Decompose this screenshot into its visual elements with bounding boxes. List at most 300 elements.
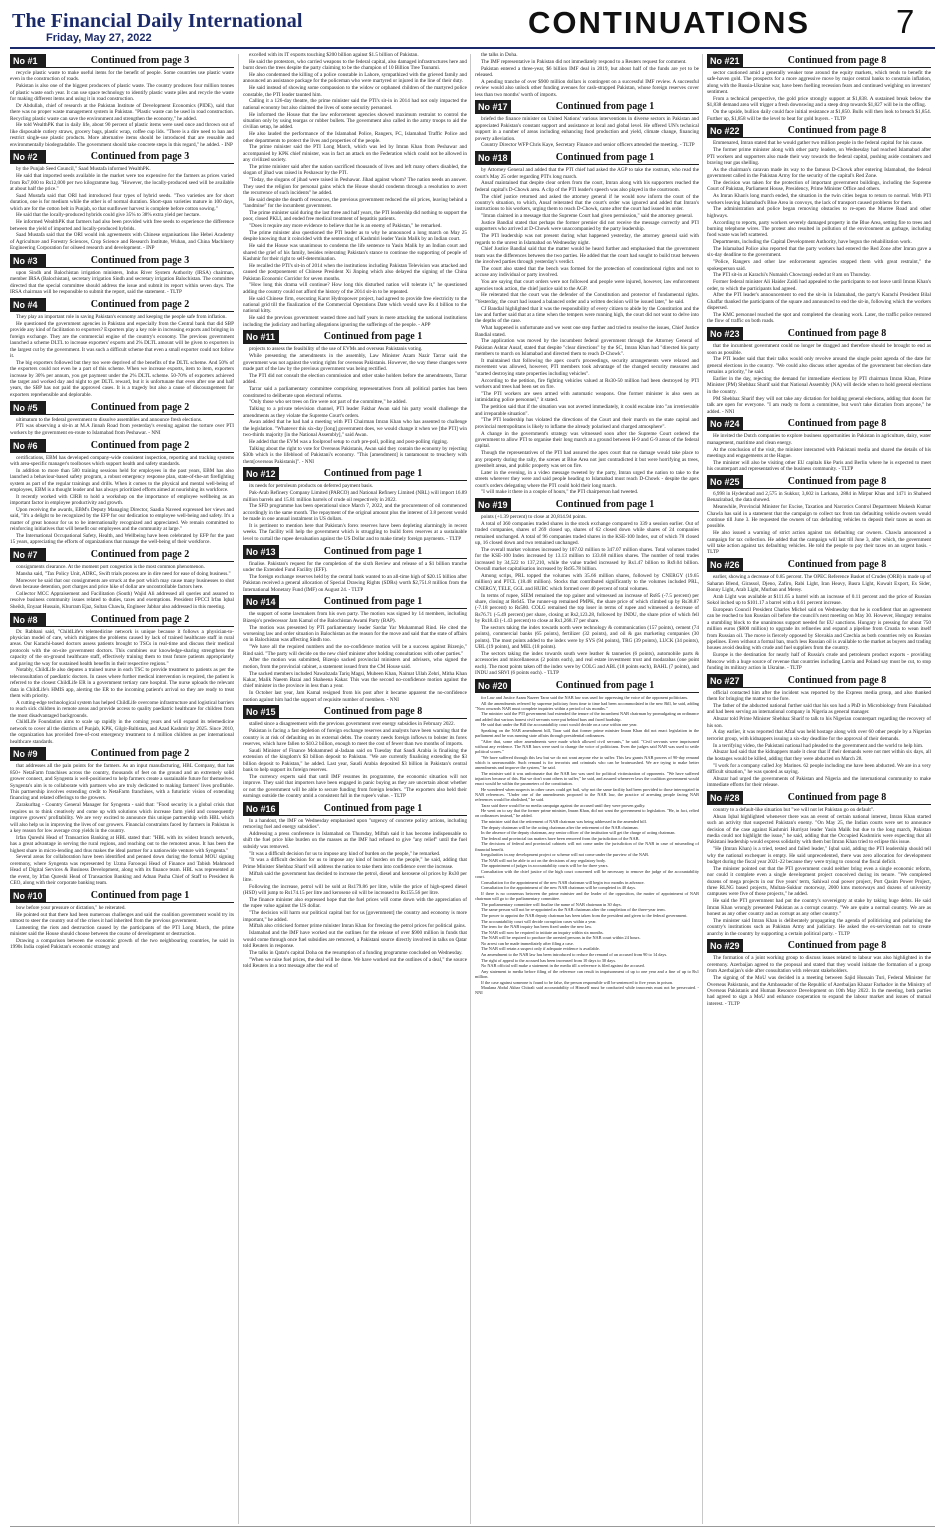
story-paragraph: You are saying that court orders were not followed and people were injured, however, law enforcement agencies took action, the chief justice said to the AGP.	[475, 279, 699, 292]
story-paragraph: The minister will also be visiting other EU capitals like Paris and Berlin where he is expected to meet his counterpart and representatives of the business community. - TLTP	[707, 459, 931, 473]
story-paragraph: The foreign exchange reserves held by the central bank wanted to an all-time high of $20.15 billion after Pakistan received a general allocation of Special Drawing Rights (SDRs) worth $2,751.8 million from the International Monetary Fund (IMF) on August 24. - TLTP	[243, 573, 467, 593]
story-paragraph: The NAB will be required to produce the arrested persons in the NAB court within 24 hours.	[481, 935, 641, 941]
story-header	[10, 889, 234, 903]
story-paragraph: He said the PTI government had put the country's sovereignty at stake by taking huge debts. He said Imran Khan wrongly presented Pakistan as a corrupt country. "We are quite a normal country. We are as honest as any other country and as corrupt as any other country."	[707, 898, 931, 918]
story-paragraph: Lamenting the riots and destruction caused by the participants of the PTI Long March, the prime minister said the House should choose between the course of development or destruction.	[10, 924, 234, 938]
story-number-badge: No #23	[707, 327, 743, 341]
story	[707, 122, 931, 325]
story-paragraph: Drawing a comparison between the economic growth of the two neighbouring countries, he said in 1990s India copied Pakistan's economic strategy and	[10, 937, 234, 951]
story-paragraph: Consultation for the appointment of the new NAB chairman will be completed in 40 days.	[481, 885, 637, 891]
story-paragraph: Consultation with the chief justice of the high court concerned will be necessary to remove the judge of the accountability court.	[475, 868, 699, 880]
story-body	[475, 116, 699, 149]
story-number-badge: No #17	[475, 100, 511, 114]
story-paragraph: The finance minister also expressed hope that the fuel prices will come down with the appreciation of the rupee value against the US dollar.	[243, 897, 467, 910]
story-body	[707, 343, 931, 415]
story-header	[707, 54, 931, 68]
story-paragraph: A change in the government's strategy was witnessed soon after the Supreme Court ordered the government to allow PTI to organise their long march at a ground between H-9 and G-9 areas of the federal capital.	[475, 430, 699, 450]
story	[475, 496, 699, 677]
continued-from-label: Continued from page 2	[46, 548, 234, 562]
story-paragraph: points (+1.39 percent) to close at 20,814.94 points.	[481, 514, 587, 521]
story-paragraph: He recalled the PTI's sit-in of 2014 when the institutions including Pakistan Television was attacked and caused the postponement of Chinese President Xi Jinping which also delayed the signing of the China Pakistan Economic Corridor for seven months.	[243, 262, 467, 282]
footer-rule	[10, 1526, 935, 1527]
story	[243, 800, 467, 970]
story-paragraph: He reiterated that the court was the defender of the Constitution and protector of fundamental rights. "Yesterday, the court had issued a balanced order and a written decision will be issued later," he said.	[475, 292, 699, 305]
story-paragraph: In a terrifying video, the Pakistani national had pleaded to the government and the world to help him.	[713, 742, 924, 749]
story	[707, 789, 931, 937]
story-paragraph: Following the increase, petrol will be sold at Rs179.86 per litre, while the price of high-speed diesel (HSD) will jump to Rs174.15 per litre and kerosene oil will be increased to Rs155.56 per litre.	[243, 883, 467, 897]
story-body	[243, 561, 467, 594]
column-2	[243, 52, 467, 1524]
continued-from-label: Continued from page 8	[743, 475, 931, 489]
story-paragraph: Chief Justice Bandial said that the matter would be heard further and emphasised that the government team was the differences between the two parties. He added that the court had sought to build trust between the involved parties through yesterday's verdict.	[475, 246, 699, 266]
story-body	[475, 695, 699, 996]
story-paragraph: PTI was observing a sit-in at M.A Jinnah Road from yesterday's evening against the torture over PTI workers by the government en-route to Islamabad from Peshawar. - NNI	[10, 423, 234, 436]
story-paragraph: He also condemned the killing of a police constable in Lahore, sympathized with the grieved family and announced an assistance package for the policeman who were martyred or injured in the line of their duty.	[243, 72, 467, 85]
story-paragraph: The minister said that the retirement of NAB chairman was being addressed in the amended bill.	[481, 818, 647, 824]
story-paragraph: Justice Bandial stated that perhaps the former premier did not receive the message correctly and PTI supporters who arrived at D-Chowk were unaccompanied by the party leadership.	[475, 220, 699, 233]
story-paragraph: Pakistan is facing a fast depletion of foreign exchange reserves and analysts have been warning that the country is at risk of defaulting on its external debts. The country needs foreign inflows to bolster its forex reserves, which have fallen to $10.2 billion, enough to meet the cost of fewer than two months of imports.	[243, 728, 467, 747]
story-number-badge: No #27	[707, 674, 743, 688]
story-paragraph: Pakistan entered a three-year, $6 billion IMF deal in 2019, but about half of the funds are yet to be released.	[475, 65, 699, 78]
story-paragraph: It is pertinent to mention here that Pakistan's forex reserves have been depleting alarmingly in recent weeks. The facility will help the government which is struggling to build forex reserves at a sustainable level to curtail the rupee devaluation against the US Dollar and to make timely foreign payments. - TLTP	[243, 522, 467, 542]
story-paragraph: Ahsan Iqbal highlighted whenever there was an event of certain national interest, Imran Khan started such an activity that suspected Pakistan's enemy. "On May 25, the Indian courts were set to announce decision of the case against Kashmiri Hurriyat leader Yasin Malik but due to the long march, Pakistan media could not highlight the issue," he said, adding that the Occupied Kashmiris were expecting that all Pakistani leadership would express solidarity with them but Imran Khan tried to eclipse this issue.	[707, 813, 931, 846]
continued-from-label: Continued from page 1	[279, 802, 467, 816]
continued-from-label: Continued from page 1	[279, 467, 467, 481]
story-paragraph: He said the previous government wasted three and half years in mere attacking the national institutions including the judiciary and hurling allegations ignoring the sufferings of the people. - APP	[243, 315, 467, 328]
continued-from-label: Continued from page 1	[511, 100, 699, 114]
story-paragraph: "How long this drama will continue? How long this disturbed nation will tolerate it," he questioned adding the country could not afford the history of the 2014 sit-in to be repeated.	[243, 282, 467, 295]
story-body	[243, 818, 467, 970]
story-number-badge: No #29	[707, 939, 743, 953]
story-body	[10, 455, 234, 547]
story-paragraph: European Council President Charles Michel said on Wednesday that he is confident that an agreement can be reached to ban Russian oil before the council's next meeting on May 30. However, Hungary remains a stumbling block to the unanimous support needed for EU sanctions. Hungary is pressing for about 750 million euros ($800 million) to upgrade its refineries and expand a pipeline from Croatia to wean itself from Russian oil. The move is fiercely opposed by Slovakia and Czechia as both countries rely on Russian pipelines. Even without a formal ban, much less Russian oil is available to the market as buyers and trading houses avoid dealing with crude and fuel suppliers from the country.	[707, 606, 931, 652]
story-header	[243, 330, 467, 344]
story	[243, 328, 467, 465]
story-paragraph: While presenting the amendments in the assembly, Law Minister Azam Nazir Tarrar said the government was not against the voting rights for overseas Pakistanis. However, the way these changes were made part of the law by the previous government was being rectified.	[243, 353, 467, 373]
story-paragraph: According to reports, party workers severely damaged property in the Blue Area, setting fire to trees and burning telephone wires. The protest also resulted in pollution of the environment as garbage, including food waste was left scattered.	[707, 219, 931, 239]
story-paragraph: The International Occupational Safety, Health, and Wellbeing have been celebrated by EFP for the past 15 years, appreciating the efforts of organizations that manage the well-being of their workforce.	[10, 532, 234, 546]
story-paragraph: "Does it require any more evidence to believe that he is an enemy of Pakistan," he remarked.	[249, 223, 442, 230]
story-paragraph: "When we raise fuel prices, the deal will be done. We have worked out the outlines of a deal," the source told Reuters in a text message after the end of	[243, 956, 467, 970]
story	[10, 296, 234, 398]
story-paragraph: Irfan Qureshi Head of Transaction Banking at HBL stated that: "HBL with its widest branch network, has a great advantage in serving the rural regions, and reaching out to the remotest areas. It has been the highest share in micro-lending and thus makes the ideal partner for a nationwide venture with Syngenta."	[10, 834, 234, 854]
story	[243, 465, 467, 542]
story-header	[707, 939, 931, 953]
story-paragraph: The overall market volumes increased by 107.02 million to 347.07 million shares. Total volumes traded for the KSE-100 Index increased by 13.13 million to 133.68 million shares. The number of total trades increased by 34,522 to 137,210, while the value traded increased by Rs1.47 billion to Rs9.04 billion. Overall market capitalisation increased by Rs95.78 billion.	[475, 546, 699, 573]
story-header	[707, 327, 931, 341]
story-paragraph: Abuzar told Prime Minister Shehbaz Sharif to talk to his Nigerian counterpart regarding the recovery of his son.	[707, 716, 931, 729]
story-paragraph: After the PTI leader's announcement to end the sit-in in Islamabad, the party's Karachi President Bilal Ghaffar thanked the participants of the square and announced to end the sit-in, following which the workers dispersed.	[707, 292, 931, 312]
story-paragraph: The term for the NAB inquiry has been fixed under the new law.	[481, 924, 593, 930]
story-paragraph: Among scrips, PRL topped the volumes with 35.66 million shares, followed by CNERGY (19.65 million) and PTCL (18.48 million). Stocks that contributed significantly to the volumes included PRL, CNERGY, TELE, GGL and HUBC which formed over 40 percent of total volumes.	[475, 572, 699, 592]
story-paragraph: "After that, some other amendments were made which allowed civil servants," he said. "Civil servants were imprisoned without any evidence. The NAB laws were used to change the voice of politicians. Even the judges said NAB was used to settle political scores."	[475, 738, 699, 754]
story-paragraph: its needs for petroleum products on deferred payment basis.	[249, 483, 374, 490]
story	[10, 745, 234, 886]
story-paragraph: The petition said that if the situation was not averted immediately, it could escalate into "an irretrievable and irreparable situation".	[475, 404, 699, 417]
story-body	[10, 629, 234, 746]
story-paragraph: Pakistan is also one of the biggest producers of plastic waste. The country produces four million tonnes of plastic waste each year. It can use space technology to identify plastic waste piles and recycle the waste for making different items and using it in road construction.	[10, 83, 234, 103]
continued-from-label: Continued from page 1	[279, 595, 467, 609]
story-paragraph: Speaking on the NAB amendment bill, Tarar said that former prime minister Imran Khan did not enact legislation in the parliament and he was running state affairs through presidential ordinances.	[475, 727, 699, 738]
story-paragraph: Upon receiving the awards, EBM's Deputy Managing Director, Saadia Naveed expressed her views and said, "It's a delight to be recognized by the EFP for our dedication to employee well-being and safety. It's a matter of great honour for us to be internationally recognized and appreciated. We remain committed to reinforcing initiatives that will benefit our employees and the community at large."	[10, 506, 234, 533]
story-paragraph: The parliamentary committee will finalise the name of NAB chairman in 30 days.	[481, 901, 622, 907]
story-body	[10, 763, 234, 886]
story-body	[707, 70, 931, 122]
story-header	[10, 298, 234, 312]
story-paragraph: Zarakurltag - Country General Manager for Syngenta - said that: "Food security is a global crisis that requires us to think creatively and come up with solutions which increase farm yield and consequently improve growers' profitability. We are very excited to announce this unique partnership with HBL which will also help us in improving the lives of our growers. Financial constraints faced by farmers in Pakistan is a key reason for low average crop yields in the country.	[10, 802, 234, 834]
continued-from-label: Continued from page 2	[46, 747, 234, 761]
story-paragraph: On the upside, bullion daily could face initial resistance at $1,850. Bulls will then look to breach $1,854. Further up, $1,858 will be the level to beat for gold buyers. - TLTP	[707, 109, 931, 122]
story-paragraph: Saad Mustafa said that the ORI would ink agreements with Chinese organisations like Hebei Academy of Agriculture and Forestry Sciences, Crop Science and Research Institute, Wuhan, and China Machinery Engineering Corporation for oilseed research and development. - INP	[10, 232, 234, 252]
story-paragraph: The minister said Imran Khan is deliberately propagating the agenda of politicising and polarising the country's institutions such as Pakistan Army and judiciary. He asked the ex-serviceman not to create anarchy in the country by supporting a certain political party. - TLTP	[707, 917, 931, 937]
story-paragraph: Departments, including the Capital Development Authority, have begun the rehabilitation work.	[713, 239, 912, 246]
story	[10, 399, 234, 437]
story	[475, 98, 699, 149]
story-paragraph: "We have suffered through this law but we do not want anyone else to suffer. This law grants NAB powers of 90-day remand which is unreasonable. Such remand is for terrorists and criminals who can be brainwashed. We are trying to make better amendments and improve the system," he said.	[475, 754, 699, 770]
story-paragraph: Abuzar had urged the governments of Pakistan and Nigeria and the international community to make immediate efforts for their release.	[707, 775, 931, 789]
story-paragraph: 6,998 in Hyderabad and 2,575 in Sukkur, 3,602 in Larkana, 2884 in Mirpur Khas and 1471 in Shaheed Benazirabad, the data showed.	[707, 490, 931, 504]
story-paragraph: that addresses all the pain points for the farmers. As an input manufacturing, HBL Company, that has 850+ NetaFarm franchises across the country, thousands of feet on the ground and an extremely solid grower connect, and Syngenta is well-positioned to help farmers create a sustainable future for themselves. Syngenta's aim is to collaborate with partners who are truly dedicated to making farmers' lives profitable. This partnership involves extending credit to NetaFarm franchises, with a futuristic vision of extending financing and related offerings to the growers.	[10, 763, 234, 802]
story-header	[243, 802, 467, 816]
story-paragraph: "The decision will harm our political capital but for us [government] the country and economy is more important," he added.	[243, 910, 467, 923]
story-paragraph: official contacted him after the incident was reported by the Express media group, and also thanked them for bringing the matter to the fore.	[707, 689, 931, 703]
story-body	[10, 270, 234, 296]
story-paragraph: Arab Light was available at $111.65 a barrel with an increase of 0.11 percent and the price of Russian Sokol inched up to $101.17 a barrel with a 0.61 percent increase.	[707, 593, 931, 607]
story-paragraph: The court also stated that the bench was formed for the protection of constitutional rights and not to accuse any individual or party involved.	[475, 266, 699, 279]
story-number-badge: No #4	[10, 298, 46, 312]
story-paragraph: The signing of the MoU was decided in a meeting between Sajid Hussain Turi, Federal Minister for Overseas Pakistanis, and the Ambassador of the Republic of Azerbaijan Khazar Farhadov in the Ministry of Overseas Pakistanis and Human Resource Development on 10th May 2022. In the meeting, both parties had agreed to sign a MoU and enhance cooperation to expand the labour market and issues of mutual interest. - TLTP	[707, 975, 931, 1007]
story-paragraph: The decisions of federal and provincial cabinets will not come under the jurisdiction of the NAB in case of misreading of financial benefit.	[475, 841, 699, 852]
page-number: 7	[896, 3, 915, 40]
story	[243, 543, 467, 594]
story-number-badge: No #3	[10, 254, 46, 268]
story-paragraph: It recently worked with CIRB to hold a workshop on the importance of employee wellbeing as an important factor in employee productivity and growth.	[10, 493, 234, 507]
story-header	[475, 498, 699, 512]
story-paragraph: Abuzar had said that the kidnappers made it clear that if their demands were not met within six days, all the hostages would be killed, adding that they were abducted on March 28.	[707, 749, 931, 762]
story-paragraph: He pointed out that there had been numerous challenges and said the coalition government would try its utmost to steer the country out of the crises it had inherited from the previous government.	[10, 911, 234, 924]
story-paragraph: The big exporters followed but they too were deprived of the benefits of the DLTL scheme. And 50% of the exporters could not even be a part of this scheme. When we increase exports, item to item, exporters increase by 30% per annum, you get payment under the 2% DLTL scheme. 50-70% of exporters achieved the target and worked day and night to get DLTL reward, but it is unfortunate that even after one and half years, the SBP has not paid the approved cases. It is a tragedy but also a cause of discouragement for exporters reprehensible and deplorable.	[10, 359, 234, 398]
story-paragraph: by Attorney General and added that the PTI chief had asked the AGP to take the rostrum, who read the court's May 25 order regarding PTI's long march.	[475, 167, 699, 180]
story-paragraph: "The PTI workers are seen armed with automatic weapons. One former minister is also seen as intimidating police personnel," it stated.	[475, 390, 699, 404]
story-number-badge: No #14	[243, 595, 279, 609]
story-paragraph: briefed the finance minister on United Nations' various interventions in diverse sectors in Pakistan and appreciated Pakistan's constant support and assistance at local and global level. He offered UN's technical support in a number of areas including enhancing food production and yield, climate change, financing poverty alleviation.	[475, 116, 699, 142]
story-paragraph: The prime minister said after the nation sacrificed thousands of lives and left many others disabled, the slogan of jihad was raised in Peshawar by the PTI.	[243, 164, 467, 177]
story-number-badge: No #15	[243, 705, 279, 719]
continued-from-label: Continued from page 8	[743, 674, 931, 688]
continued-from-label: Continued from page 8	[743, 124, 931, 138]
story-paragraph: The PTI sit-in at Karachi's Numaish Chowrangi ended at 8 am on Thursday.	[713, 272, 871, 279]
story-paragraph: stalled since a disagreement with the previous government over energy subsidies in February 2022.	[249, 721, 455, 728]
story-header	[243, 467, 467, 481]
continued-from-label: Continued from page 2	[46, 613, 234, 627]
story-paragraph: In addition to more than 580 training sessions held for employees in the past years, EBM has also launched a behaviour-based safety program, a robust emergency response plan, state-of-the-art firefighting system as part of the regular trainings and drills. When it comes to the physical and mental well-being of employees, EBM is a thought leader and has always prioritized efforts aimed at nourishing its workforce.	[10, 467, 234, 493]
story-paragraph: Addressing a press conference in Islamabad on Thursday, Miftah said it has become indispensable to shift the fuel price hike burden on the masses as the IMF had refused to give "any relief" until the fuel subsidy was removed.	[243, 831, 467, 850]
story-paragraph: "It was a difficult decision for us to impose any kind of burden on the people," he remarked.	[249, 850, 441, 857]
story-paragraph: In the absence of the deputy chairman, any senior officer of the institution will get the charge of acting chairman.	[481, 830, 676, 836]
story-paragraph: Earlier in the day, rejecting the demand for immediate elections by PTI chairman Imran Khan, Prime Minister (PM) Shehbaz Sharif said that National Assembly (NA) will decide when to hold general elections in the country.	[707, 376, 931, 395]
continued-from-label: Continued from page 8	[743, 791, 931, 805]
newspaper-title: The Financial Daily International	[12, 10, 303, 32]
story-paragraph: Tarrar said a parliamentary committee comprising representatives from all political parties has been constituted to deliberate upon electoral reforms.	[243, 386, 467, 399]
story-paragraph: The chief justice returned and asked the attorney general if he would now inform the court of the country's situation, to which, Ansaf reiterated that the court's order was ignored and added that Imran's instructions to his workers, urging them to reach D-Chowk, came after the court had issued its order.	[475, 193, 699, 213]
story-body	[707, 574, 931, 672]
story-paragraph: In October last year, Jam Kamal resigned from his post after it became apparent the no-confidence motion against him had the support of requisite number of members. - NNI	[243, 690, 467, 703]
story-paragraph: The same person will not be re-appointed as the NAB chairman after the completion of the three-year term.	[481, 907, 666, 913]
story-number-badge: No #20	[475, 679, 511, 693]
story-paragraph: "He (Imran Khan) is a tried, tested and failed leader," Iqbal said, adding the PTI leadership should tell why the national exchequer is empty. He said unprecedented, there was zero allocation for development budget during the fiscal year 2021-22 because they were trying to conceal the fiscal deficit.	[707, 846, 931, 866]
story-body	[243, 611, 467, 703]
story-body	[475, 167, 699, 496]
story-paragraph: Meanwhile, Provincial Minister for Excise, Taxation and Narcotics Control Department Mukesh Kumar Chawla has said in a statement that the campaign to collect tax from tax defaulting vehicle owners would continue till June 3. He requested the owners of tax defaulting vehicles to deposit their taxes as soon as possible.	[707, 504, 931, 530]
story-paragraph: projects to assess the feasibility of the use of EVMs and overseas Pakistanis voting.	[249, 346, 423, 353]
story-paragraph: If the case against someone is found to be false, the person responsible will be sentenced to five years in prison.	[481, 979, 674, 985]
story	[707, 672, 931, 789]
story	[707, 556, 931, 672]
story-header	[10, 439, 234, 453]
story-number-badge: No #12	[243, 467, 279, 481]
story-paragraph: "Today, the slogans of jihad were raised in Peshawar. Jihad against whom? The nation needs an answer. They used the religion for personal gains which the House should condemn through a resolution to avert the recurrence of such incidents" he added.	[243, 177, 467, 197]
story-paragraph: PM Shehbaz Sharif they will not take any dictation for holding general elections, adding that doors for talk are open for everyone. "I am ready to form a committee, but won't take dictation from anyone," he added. - NNI	[707, 395, 931, 415]
story-header	[10, 548, 234, 562]
story-paragraph: Miftah said the government has decided to increase the petrol, diesel and kerosene oil prices by Rs30 per litre.	[243, 870, 467, 884]
story	[243, 52, 467, 328]
story-paragraph: The application was moved by the incumbent federal government through the Attorney General of Pakistan Ashtar Ausaf, stated that despite "clear directions" by the SC, Imran Khan had "directed his party members to march on Islamabad and directed them to reach D-Chowk".	[475, 338, 699, 358]
story-paragraph: All the amendments referred by supreme judiciary from time to time had been accommodated in the new Bill, he said, adding "Now onwards NAB must complete inquiries within a period of six months."	[475, 700, 699, 711]
story-paragraph: "The PTI leadership has violated the directions of the Court and their march on the state capital and provincial metropolitans is likely to inflame the already polarised and charged atmosphere".	[475, 417, 699, 430]
story-header	[10, 747, 234, 761]
story-paragraph: The power to appoint the NAB deputy chairman has been taken from the president and given to the federal government.	[481, 912, 688, 918]
story-paragraph: The right of appeal to the accused has been increased from 10 days to 30 days.	[481, 957, 617, 963]
story-header	[10, 613, 234, 627]
story-paragraph: Mansha said, "Tax Policy Unit, ADRC, Swift trials process are in dire need for ease of doing business."	[16, 570, 231, 577]
story-paragraph: The motion was presented by PTI parliamentary leader Sardar Yar Muhammad Rind. He cited the worsening law and order situation in Balochistan as the reason for the move and said that the state of affairs on in Balochistan was affecting Sindh too.	[243, 624, 467, 644]
story-paragraph: The accountability court will decide corruption cases within a year.	[481, 918, 597, 924]
story-paragraph: "Police, Rangers and other law enforcement agencies stopped them with great restraint," the spokesperson said.	[707, 259, 931, 272]
story-body	[243, 483, 467, 542]
story-header	[475, 151, 699, 165]
story-paragraph: A day earlier, it was reported that Afzal was held hostage along with over 60 other people by a Nigerian terrorist group, with kidnappers issuing a six-day deadline for the approval of their demands.	[707, 729, 931, 742]
column-divider	[238, 54, 239, 1524]
story-paragraph: Former federal minister Ali Haider Zaidi had appealed to the participants to not leave until Imran Khan's order, to which the participants had agreed.	[707, 279, 931, 292]
story-body	[707, 433, 931, 473]
story-paragraph: Notably, ChildLife also deputes a trained nurse in each TSC to provide treatment to patients as per the teleconsultation of paediatric doctors. In cases where further medical intervention is required, the patient is referred to the closest ChildLife ER in a government tertiary care hospital. The nurse uploads the relevant data in ChildLife's HMIS app, alerting the ER to the incoming patient's arrival so they are ready to treat them with priority.	[10, 667, 234, 700]
story-paragraph: Several areas for collaboration have been identified and penned down during the formal MOU signing ceremony, where Syngenta was represented by Uzma Farooqui Head of Finance and Tabish Mahmood Head of Digital Services & Business Development, along with its finance team. HBL was represented at the event, by Irfan Qureshi Head of Transaction Banking and Adnan Pasha Chief of Staff to President & CEO, along with their corporate banking team.	[10, 854, 234, 886]
continued-from-label: Continued from page 1	[46, 889, 234, 903]
story-paragraph: Islamabad and the IMF have worked out the outlines for the release of over $900 million in funds that would come through once fuel subsidies are removed, a Pakistani source directly involved in talks on Qatar told Reuters in response.	[243, 930, 467, 950]
story-header	[243, 545, 467, 559]
story-paragraph: What happened is unfortunate and we went one step further and tried to resolve the issues, Chief Justice Bandial stated.	[475, 325, 699, 338]
story-paragraph: He said that imported seeds available in the market were too expensive for the farmers as prices varied from Rs7,000 to Rs12,000 per two kilogramme bag. "However, the locally-produced seed will be available at about half the price."	[10, 173, 234, 193]
story	[10, 52, 234, 148]
story	[707, 52, 931, 122]
story-paragraph: Dr. Rabbani said, "ChildLife's telemedicine network is unique because it follows a physician-to-physician model of care, which mitigates the problems caused by lack of trained healthcare staff in rural areas. Our Karachi-based doctors assess patients brought to TSCs in real-time and discuss their medical protocols with the on-site government doctors. This combines our knowledge-sharing strengthens the capacity of the on-ground healthcare staff, effectively training them to treat future patients appropriately and paving the way for sustained health benefits in their respective regions."	[10, 628, 234, 667]
story-paragraph: He said the protestors, who carried weapons to the federal capital, also damaged infrastructures here and burnt down the trees despite the party claiming to be the champion of 10 Billion Tree Tsunami.	[243, 58, 467, 72]
story-paragraph: According to the petition, fire fighting vehicles valued at Rs30-50 million had been destroyed by PTI workers and trees had been set on fire.	[475, 377, 699, 391]
story-paragraph: In a handout, the IMF on Wednesday emphasised upon "urgency of concrete policy actions, including removing fuel and energy subsidies".	[243, 817, 467, 831]
story-paragraph: Consultation for the appointment of the new NAB chairman will begin two months in advance.	[481, 879, 645, 885]
story-paragraph: upon Sindh and Balochistan irrigation ministers, Indus River System Authority (IRSA) chairman, member IRSA (Balochistan), secretary irrigation Sindh and secretary irrigation Balochistan. The committee directed that the special committee should address the issue and submit its report within seven days. The IRSA chairman will be responsible to submit the report, said the statement. - TLTP	[10, 270, 234, 296]
story-paragraph: Irregularities in any development project or scheme will not come under the purview of the NAB.	[481, 852, 650, 858]
story	[243, 593, 467, 703]
story-paragraph: The talks in Qatar's capital Doha on the resumption of a funding programme concluded on Wednesday.	[249, 949, 463, 956]
story-paragraph: The former prime minister along with other party leaders, on Wednesday had reached Islamabad after PTI workers and supporters also made their way towards the federal capital, pushing aside containers and braving tear gas shelling.	[707, 147, 931, 167]
story-paragraph: The prime minister said during the last three and half years, the PTI leadership did nothing to support the poor, closed PKLI, and ended free medical treatment of hepatitis patients.	[243, 210, 467, 223]
continued-from-label: Continued from page 8	[743, 939, 931, 953]
continued-from-label: Continued from page 1	[511, 679, 699, 693]
story-paragraph: The father of the abducted national further said that his son had a PhD in Microbiology from Faisalabad and had been serving an international company in Nigeria as general manager.	[707, 703, 931, 716]
section-title: CONTINUATIONS	[528, 5, 811, 40]
story-paragraph: He informed the House that the law enforcement agencies showed maximum restraint to control the situation only by using teargas or rubber bullets. The government also called in the army troops to aid the civilian setup, he added.	[243, 111, 467, 131]
story-number-badge: No #13	[243, 545, 279, 559]
story-paragraph: ultimatum to the federal government to dissolve assemblies and announce fresh elections.	[16, 416, 203, 423]
story-paragraph: The minister said it was unfortunate that the NAB law was used for political victimization of opponents. "We have suffered injustices because of this. But we don't want others to suffer," he said, and assured whenever laws the coalition government would enact would be within the parameters of the constitution.	[475, 770, 699, 786]
story-paragraph: the support of some lawmakers from his own party. The motion was signed by 14 members, including Bizenjo's predecessor Jam Kamal of the Balochistan Awami Party (BAP).	[243, 611, 467, 624]
story-paragraph: In terms of rupee, SIEM remained the top gainer and witnessed an increase of Rs85 (-7.5 percent) per share, closing at Rs645. The runner-up remained PMPK, the share price of which climbed up by Rs38.87 (-7.18 percent) to Rs580. COLG remained the top loser in terms of rupee and witnessed a decrease of Rs76.71 (-5.49 percent) per share, closing at Rs2,123.28, followed by INDU, the share price of which fell by Rs18.43 (-1.43 percent) to close at Rs1,268.17 per share.	[475, 592, 699, 625]
story	[243, 703, 467, 799]
story-paragraph: Saudi Minister of Finance Mohammed al-Jadaan said on Tuesday that Saudi Arabia is finalising the extension of the kingdom's $3 billion deposit to Pakistan. "We are currently finalising extending the $3 billion deposit to Pakistan," he added. Last year, Saudi Arabia deposited $3 billion in Pakistan's central bank to help support its foreign reserves.	[243, 747, 467, 773]
story-paragraph: He also issued a warning of strict action against tax defaulting car owners. Chawla announced a campaign for tax collection. He added that the campaign will last till June 3, after which, the government will take action against tax defaulting vehicles. He told the people to pay their taxes on an urgent basis. - TLTP	[707, 530, 931, 556]
story-paragraph: If there is no consensus between the prime minister and the leader of the opposition, the matter of appointment of NAB chairman will go to the parliamentary committee.	[475, 890, 699, 902]
story-number-badge: No #9	[10, 747, 46, 761]
story-paragraph: He added that the EVM was a foolproof setup to curb pre-poll, polling and post-polling rigging.	[249, 438, 448, 445]
story	[475, 52, 699, 98]
continued-from-label: Continued from page 3	[46, 54, 234, 68]
story-number-badge: No #24	[707, 417, 743, 431]
story-paragraph: CJ Bandial highlighted that it was the responsibility of every citizen to abide by the Constitution and the law and further said that at a time when the tempers were running high, the court did not want to delve into the depths of the case.	[475, 305, 699, 325]
story-number-badge: No #18	[475, 151, 511, 165]
story-number-badge: No #19	[475, 498, 511, 512]
story-paragraph: recycle plastic waste to make useful items for the benefit of people. Some countries use plastic waste even in the construction of roads.	[10, 70, 234, 83]
story-paragraph: The appointment of judges in accountability courts will be for three years.	[481, 863, 609, 869]
story-body	[707, 807, 931, 937]
continued-from-label: Continued from page 8	[743, 327, 931, 341]
story-paragraph: He said that under the Bill the accountability court would decide on a case within one year.	[481, 722, 638, 728]
story-number-badge: No #16	[243, 802, 279, 816]
story-paragraph: "I work for a company called Joy Marines. 62 people including me have been abducted. We are in a very difficult situation," he was quoted as saying.	[707, 762, 931, 776]
continued-from-label: Continued from page 1	[279, 545, 467, 559]
story-paragraph: The prime minister said the PTI Long March, which was led by Imran Khan from Peshawar and accompanied by KPK chief minister, was in fact an attack on the Federation which could not be allowed in any civilized society.	[243, 144, 467, 164]
story-number-badge: No #7	[10, 548, 46, 562]
story	[475, 677, 699, 996]
story-paragraph: Europe is the destination for nearly half of Russia's crude and petroleum product exports - providing Moscow with a huge source of revenue that countries including Latvia and Poland say must be cut, to stop funding its military action in Ukraine. - TLTP	[707, 652, 931, 671]
story-paragraph: He wondered when suspects in other cases could get bail, why not the same facility had been provided to those interrogated in NAB references. "Under one of the amendments proposed to the NAB law, the practice of arresting people facing NAB references would be abolished," he said.	[475, 786, 699, 802]
story-paragraph: The prime minister also questioned the PTI leader as to why he announced a long march on May 25 despite knowing that it coincided with the sentencing of Kashmiri leader Yasin Malik by an Indian court.	[243, 230, 467, 243]
story-body	[707, 955, 931, 1007]
story-paragraph: The sectors taking the index towards north were technology & communication (157 points), cement (74 points), commercial banks (65 points), fertilizer (32 points), and oil & gas marketing companies (30 points). The most points added to the index were by SYS (94 points), TRG (39 points), LUCK (34 points), UBL (19 points), and MEL (18 points).	[475, 624, 699, 651]
story-paragraph: by the Punjab Seed Council," Saad Mustafa informed WealthPK.	[16, 166, 151, 173]
story-paragraph: The administration and police began removing obstacles to re-open the Murree Road and other highways.	[707, 206, 931, 219]
story	[707, 473, 931, 556]
story-body	[475, 514, 699, 677]
column-divider	[702, 54, 703, 1524]
continued-from-label: Continued from page 2	[46, 401, 234, 415]
story-paragraph: Moreover he said that our consignments are struck at the port which may cause many businesses to shut down because detention, port charges and price hike of dollar are uncontrollable factors here.	[10, 577, 234, 591]
story-number-badge: No #26	[707, 558, 743, 572]
story-number-badge: No #10	[10, 889, 46, 903]
story-paragraph: finalise. Pakistan's request for the completion of the sixth Review and release of a $1 billion tranche under the Extended Fund Facility (EFF).	[243, 560, 467, 573]
story-paragraph: The Islamabad Police also reported that the party workers had entered the Red Zone after Imran gave a six-day deadline to the government.	[707, 246, 931, 259]
story-paragraph: Later in the evening, in a video message tweeted by the party, Imran urged the nation to take to the streets wherever they were and said people heading to Islamabad must reach D-Chowk - despite the apex court's orders delegating where the PTI could hold their long march.	[475, 469, 699, 489]
story-paragraph: The sectors taking the index towards south were leather & tanneries (6 points), automobile parts & accessories and miscellaneous (2 points each), and real estate investment trust and modarabas (one point each). The most points taken off the index were by COLG and ABL (18 points each), BAHL (7 points), and INDU and SRVI (6 points each). - TLTP	[475, 651, 699, 677]
story	[10, 148, 234, 252]
story-paragraph: Talking about the right to vote for Overseas Pakistanis, Awan said they contain the economy by rejecting $30b which is the lifeblood of Pakistani's economy. "This [amendment] is tantamount to treachery with them[overseas Pakistanis]". - NNI	[243, 445, 467, 465]
story-header	[243, 705, 467, 719]
story-paragraph: The IMF representative in Pakistan did not immediately respond to a Reuters request for comment.	[481, 58, 687, 65]
story-paragraph: Talking to a private television channel, PTI leader Fakhar Awan said his party would challenge the amendments as they violate the Supreme Court's orders.	[243, 406, 467, 419]
story	[707, 415, 931, 473]
story-paragraph: The sacked members included Nawabzada Tariq Magsi, Mubeen Khan, Naimat Ullah Zehri, Mitha Khan Kakar, Malik Naeem Bazai and Shaheena Kakar. This was the second no-confidence motion against the chief minister in the province in less than a year.	[243, 670, 467, 690]
story-header	[707, 791, 931, 805]
story-number-badge: No #11	[243, 330, 279, 344]
story-number-badge: No #25	[707, 475, 743, 489]
story-header	[707, 124, 931, 138]
story	[10, 887, 234, 951]
story-paragraph: He invited the Dutch companies to explore business opportunities in Pakistan in agriculture, dairy, water management, maritime and clean energy.	[707, 433, 931, 446]
continued-from-label: Continued from page 8	[743, 558, 931, 572]
masthead-rule	[10, 47, 935, 49]
story-number-badge: No #28	[707, 791, 743, 805]
story-number-badge: No #22	[707, 124, 743, 138]
story	[10, 437, 234, 547]
story-number-badge: No #21	[707, 54, 743, 68]
story-body	[10, 166, 234, 252]
story-paragraph: He went on to say that the former prime minister, Imran Khan, did not want the government to legislation. "He, in fact, relied on ordinances instead," he added.	[475, 808, 699, 819]
story-paragraph: certifications, EBM has developed company-wide consistent inspection, reporting and tracking systems with area-specific manager's toolboxes which support health and safety standards.	[10, 454, 234, 467]
story-paragraph: Dr Abdullah, chief of research at the Pakistan Institute of Development Economics (PIDE), said that there was no proper waste management system in Pakistan. "Plastic waste can be used in road construction. Recycling plastic waste can save the environment and strengthen the economy," he added.	[10, 102, 234, 122]
story-number-badge: No #5	[10, 401, 46, 415]
story-header	[10, 54, 234, 68]
story-body	[10, 905, 234, 951]
story-paragraph: Calling it a 126-day theatre, the prime minister said the PTI's sit-in in 2014 had not only impacted the national economy but also claimed the lives of some security personnel.	[243, 98, 467, 111]
story-paragraph: Though the representatives of the PTI had assured the apex court that no damage would take place to any property during the rally, the scenes at Blue Area not just contradicted it but were horrifying as trees, greenbelt areas, and public property was set on fire.	[475, 450, 699, 469]
story-number-badge: No #8	[10, 613, 46, 627]
story-paragraph: A pending tranche of over $900 million dollars is contingent on a successful IMF review. A successful review would also unlock other funding avenues for cash-strapped Pakistan, whose foreign reserves cover less than two months' worth of imports.	[475, 78, 699, 98]
story-body	[243, 346, 467, 465]
masthead	[0, 0, 945, 50]
story-body	[707, 491, 931, 556]
story-paragraph: He informed WealthPK that farmers had also been provided with free seeds to experience the difference between the yield of imported and locally-produced hybrids.	[10, 219, 234, 232]
continued-from-label: Continued from page 1	[511, 498, 699, 512]
story-paragraph: It maintained that following the apex court's proceedings, security arrangements were relaxed and movement was allowed, however, PTI members took advantage of the changed security measures and "started destroying state properties including vehicles".	[475, 358, 699, 377]
continued-from-label: Continued from page 1	[511, 151, 699, 165]
story-paragraph: "It was a difficult decision for us to impose any kind of burden on the people," he said, adding that Prime Minister Shehbaz Sharif will address the nation to take them into confidence over the increase.	[243, 857, 467, 870]
story-paragraph: The NAB will now be required to initiate an inquiry within six months.	[481, 929, 604, 935]
story-header	[475, 679, 699, 693]
continued-from-label: Continued from page 3	[46, 254, 234, 268]
story-paragraph: An amendment to the NAB law has been introduced to reduce the remand of an accused from 90 to 14 days.	[481, 952, 668, 958]
continued-from-label: Continued from page 2	[46, 439, 234, 453]
story-body	[243, 52, 467, 328]
story-paragraph: Tarar said there would be no media campaign against the accused until they were proven guilty.	[481, 802, 646, 808]
story-paragraph: Maulana Abdul Akbar Chitrali said accountability of Himself must be conducted while innocents must not be persecuted. - NNI	[475, 985, 699, 996]
continued-from-label: Continued from page 2	[46, 298, 234, 312]
story	[707, 937, 931, 1007]
story-header	[10, 401, 234, 415]
story-body	[475, 52, 699, 98]
story-paragraph: He said that the locally-produced hybrids could give 35% to 38% extra yield per hectare.	[16, 212, 201, 219]
story-paragraph: The decision was taken for the protection of important government buildings, including the Supreme Court of Pakistan, Parliament House, Presidency, Prime Minister Office and others.	[707, 180, 931, 193]
story-paragraph: The PTI leadership was not present during what happened yesterday, the attorney general said with regards to the unrest in Islamabad on Wednesday night.	[475, 233, 699, 246]
continued-from-label: Continued from page 8	[279, 705, 467, 719]
column-3	[475, 52, 699, 1524]
story-paragraph: He also lauded the performance of the Islamabad Police, Rangers, FC, Islamabad Traffic Police and other departments to protect the lives and properties of the people.	[243, 131, 467, 144]
story	[10, 611, 234, 746]
story-body	[707, 140, 931, 325]
story-paragraph: After the motion was submitted, Bizenjo sacked provincial ministers and advisers, who signed the motion, from the provincial cabinet, a statement issued from the CM House said.	[243, 657, 467, 670]
story-body	[10, 417, 234, 437]
story-header	[10, 254, 234, 268]
story-paragraph: Country Director WFP Chris Kaye, Secretary Finance and senior officers attended the meeting. - TLTP	[481, 142, 695, 149]
